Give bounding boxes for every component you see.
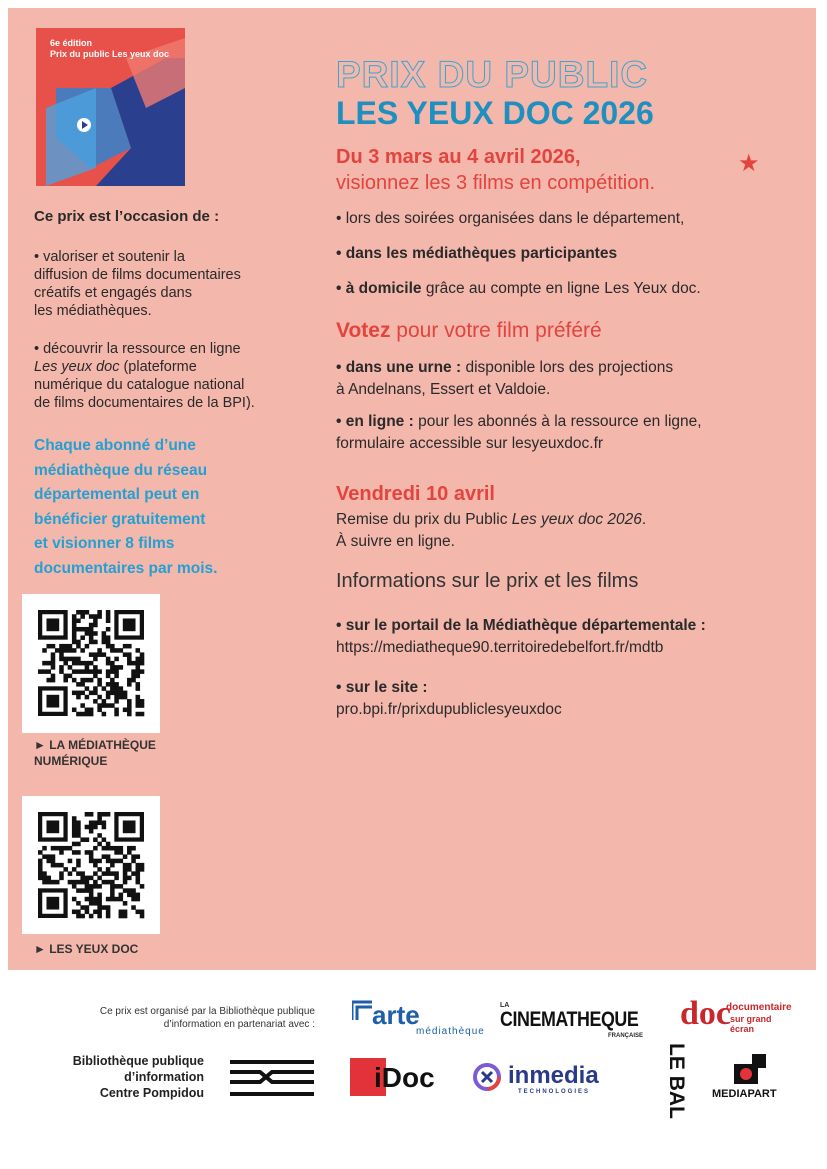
bullet-line xyxy=(34,358,255,376)
portal-url-link[interactable]: https://mediatheque90.territoiredebelfort.fr/mdtb xyxy=(336,639,664,656)
vote-en-ligne xyxy=(336,411,702,455)
qr-label-line: ► LA MÉDIATHÈQUE xyxy=(34,738,156,752)
bullet-line: diffusion de films documentaires xyxy=(34,267,241,283)
bullet-line: • valoriser et soutenir la xyxy=(34,249,185,265)
arte-wordmark: arte xyxy=(372,1000,420,1030)
doc-sub2: sur grand écran xyxy=(730,1014,772,1034)
highlight-line: départemental peut en xyxy=(34,486,200,503)
highlight-line: et visionner 8 films xyxy=(34,535,175,552)
where-domicile-rest: grâce au compte en ligne Les Yeux doc. xyxy=(421,280,701,297)
ligne-line1 xyxy=(336,411,702,433)
where-domicile xyxy=(336,278,701,300)
bpi-line: d’information xyxy=(124,1070,204,1084)
vote-urne xyxy=(336,357,673,401)
bpi-line: Bibliothèque publique xyxy=(72,1054,204,1068)
bpi-line: Centre Pompidou xyxy=(99,1086,204,1100)
idoc-logo xyxy=(350,1056,450,1100)
highlight-line: médiathèque du réseau xyxy=(34,461,208,479)
arte-logo xyxy=(352,996,485,1040)
highlight-line: bénéficier gratuitement xyxy=(34,510,206,528)
site-label: • sur le site : xyxy=(336,679,428,696)
event-line2: À suivre en ligne. xyxy=(336,533,455,550)
arte-subtitle: médiathèque xyxy=(416,1026,485,1037)
bullet-line: • découvrir la ressource en ligne xyxy=(34,341,241,357)
organiser-line: Ce prix est organisé par la Bibliothèque publique xyxy=(99,1006,315,1017)
bullet-line-rest: (plateforme xyxy=(119,359,197,375)
info-site xyxy=(336,677,562,721)
bullet-line: numérique du catalogue national xyxy=(34,377,245,393)
cinematheque-la: LA xyxy=(500,1002,510,1009)
highlight-line: Chaque abonné d’une xyxy=(34,437,196,454)
bullet-line: de films documentaires de la BPI). xyxy=(34,395,255,411)
bullet-line: les médiathèques. xyxy=(34,303,152,319)
doc-sub1: documentaire xyxy=(726,1002,792,1013)
event-text: Remise du prix du Public xyxy=(336,511,512,528)
vote-heading xyxy=(336,319,602,343)
le-bal-wordmark: LE BAL xyxy=(664,1043,688,1119)
idoc-wordmark: iDoc xyxy=(374,1062,435,1093)
cinematheque-sub: FRANÇAISE xyxy=(608,1033,644,1039)
intro-text: Ce prix est l’occasion de : xyxy=(34,208,220,225)
event-end: . xyxy=(641,511,647,528)
highlight-line: documentaires par mois. xyxy=(34,559,218,577)
info-heading: Informations sur le prix et les films xyxy=(336,570,639,592)
where-soirees: • lors des soirées organisées dans le département, xyxy=(336,210,685,227)
subtitle-line: visionnez les 3 films en compétition. xyxy=(336,172,656,194)
where-domicile-bold: • à domicile xyxy=(336,280,422,297)
ligne-bold: • en ligne : xyxy=(336,413,414,430)
event-date: Vendredi 10 avril xyxy=(336,483,495,505)
inmedia-wordmark: inmedia xyxy=(508,1062,599,1089)
qr-code-mediatheque[interactable] xyxy=(22,594,160,733)
qr-label-mediatheque xyxy=(34,737,156,769)
main-title-line1: PRIX DU PUBLIC xyxy=(336,54,649,95)
urne-line2: à Andelnans, Essert et Valdoie. xyxy=(336,381,551,398)
bullet-decouvrir xyxy=(34,340,255,412)
bpi-logo xyxy=(230,1058,314,1100)
poster-caption xyxy=(50,38,169,60)
vote-bold: Votez xyxy=(336,319,391,342)
dates-line: Du 3 mars au 4 avril 2026, xyxy=(336,146,581,168)
le-bal-logo xyxy=(652,1043,688,1119)
urne-line1 xyxy=(336,357,673,379)
ligne-rest: pour les abonnés à la ressource en ligne, xyxy=(413,413,702,430)
poster-name: Prix du public Les yeux doc xyxy=(50,49,170,59)
organiser-text xyxy=(30,1005,315,1031)
event-italic: Les yeux doc 2026 xyxy=(511,511,642,528)
mediapart-icon xyxy=(730,1054,770,1086)
main-title-line2: LES YEUX DOC 2026 xyxy=(336,95,654,131)
site-url-link[interactable]: pro.bpi.fr/prixdupubliclesyeuxdoc xyxy=(336,701,562,718)
poster-edition: 6e édition xyxy=(50,38,93,48)
film-prize-poster xyxy=(36,28,185,186)
inmedia-icon xyxy=(472,1062,502,1092)
qr-code-les-yeux-doc[interactable] xyxy=(22,796,160,934)
info-portal xyxy=(336,615,706,659)
event-line1 xyxy=(336,509,646,531)
bullet-valoriser xyxy=(34,248,241,320)
ligne-line2: formulaire accessible sur lesyeuxdoc.fr xyxy=(336,435,604,452)
portal-label: • sur le portail de la Médiathèque départementale : xyxy=(336,617,706,634)
subscriber-highlight xyxy=(34,434,274,581)
inmedia-sub: TECHNOLOGIES xyxy=(518,1089,591,1095)
doc-wordmark: doc xyxy=(680,995,731,1032)
urne-bold: • dans une urne : xyxy=(336,359,462,376)
vote-rest: pour votre film préféré xyxy=(390,319,602,342)
inmedia-logo xyxy=(472,1062,632,1100)
qr-label-les-yeux-doc: ► LES YEUX DOC xyxy=(34,942,139,956)
star-icon: ★ xyxy=(738,150,760,177)
bpi-name xyxy=(52,1053,204,1101)
cinematheque-logo xyxy=(500,1002,645,1042)
cinematheque-wordmark: CINEMATHEQUE xyxy=(500,1008,639,1031)
where-mediatheques: • dans les médiathèques participantes xyxy=(336,245,618,262)
urne-rest: disponible lors des projections xyxy=(461,359,674,376)
mediapart-wordmark: MEDIAPART xyxy=(712,1088,777,1100)
event-description xyxy=(336,509,646,553)
doc-grand-ecran-logo xyxy=(680,995,790,1039)
organiser-line: d’information en partenariat avec : xyxy=(163,1019,315,1030)
mediapart-logo xyxy=(712,1054,788,1104)
les-yeux-doc-italic: Les yeux doc xyxy=(34,359,120,375)
bullet-line: créatifs et engagés dans xyxy=(34,285,192,301)
qr-label-line: NUMÉRIQUE xyxy=(34,754,108,768)
